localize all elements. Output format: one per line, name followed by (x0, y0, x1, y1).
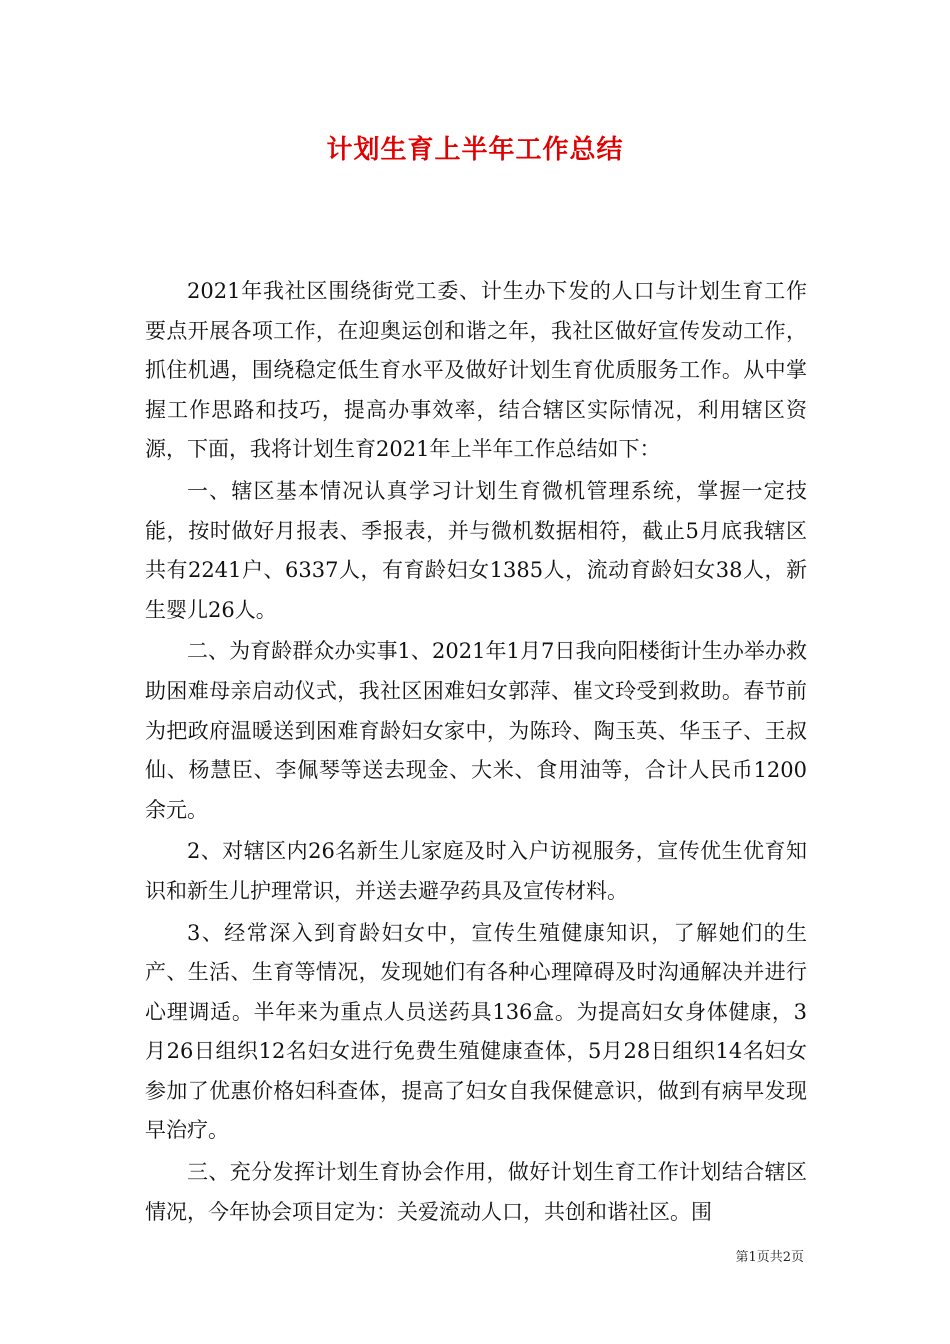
paragraph-section-1: 一、辖区基本情况认真学习计划生育微机管理系统，掌握一定技能，按时做好月报表、季报表，并与微机数据相符，截止5月底我辖区共有2241户、6337人，有育龄妇女1385人，流动育龄妇女38人，新生婴儿26人。 (145, 478, 807, 622)
paragraph-item-2: 2、对辖区内26名新生儿家庭及时入户访视服务，宣传优生优育知识和新生儿护理常识，并送去避孕药具及宣传材料。 (145, 839, 807, 903)
document-title: 计划生育上半年工作总结 (326, 135, 624, 165)
paragraph-intro: 2021年我社区围绕街党工委、计生办下发的人口与计划生育工作要点开展各项工作，在迎奥运创和谐之年，我社区做好宣传发动工作，抓住机遇，围绕稳定低生育水平及做好计划生育优质服务工作。从中掌握工作思路和技巧，提高办事效率，结合辖区实际情况，利用辖区资源，下面，我将计划生育2021年上半年工作总结如下： (145, 279, 807, 462)
paragraph-item-3: 3、经常深入到育龄妇女中，宣传生殖健康知识，了解她们的生产、生活、生育等情况，发现她们有各种心理障碍及时沟通解决并进行心理调适。半年来为重点人员送药具136盒。为提高妇女身体健康，3月26日组织12名妇女进行免费生殖健康查体，5月28日组织14名妇女参加了优惠价格妇科查体，提高了妇女自我保健意识，做到有病早发现早治疗。 (145, 920, 807, 1143)
document-body (145, 272, 807, 1234)
paragraph-section-2: 二、为育龄群众办实事1、2021年1月7日我向阳楼街计生办举办救助困难母亲启动仪式，我社区困难妇女郭萍、崔文玲受到救助。春节前为把政府温暖送到困难育龄妇女家中，为陈玲、陶玉英、华玉子、王叔仙、杨慧臣、李佩琴等送去现金、大米、食用油等，合计人民币1200余元。 (145, 639, 807, 822)
paragraph-section-3: 三、充分发挥计划生育协会作用，做好计划生育工作计划结合辖区情况，今年协会项目定为：关爱流动人口，共创和谐社区。围 (145, 1160, 807, 1224)
page-number-footer: 第1页共2页 (735, 1250, 804, 1265)
